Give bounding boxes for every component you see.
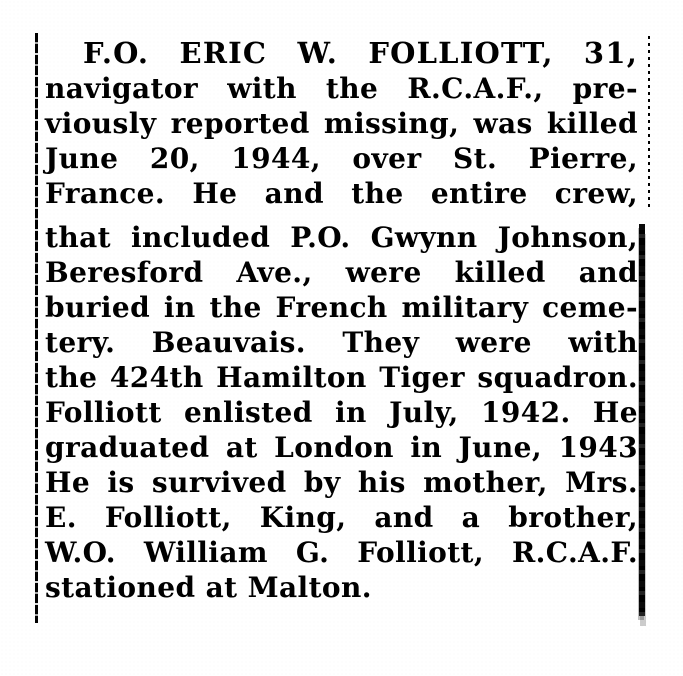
- article-line: France. He and the entire crew,: [45, 177, 638, 210]
- left-column-rule: [35, 33, 38, 623]
- article-line: navigator with the R.C.A.F., pre-: [45, 72, 638, 105]
- article-line: E. Folliott, King, and a brother,: [45, 501, 638, 534]
- obituary-article: [45, 36, 638, 605]
- article-line: buried in the French military ceme-: [45, 291, 638, 324]
- article-line: stationed at Malton.: [45, 571, 372, 604]
- article-line: W.O. William G. Folliott, R.C.A.F.: [45, 536, 638, 569]
- article-line: tery. Beauvais. They were with: [45, 326, 638, 359]
- right-column-rule-top: [648, 36, 650, 208]
- article-line: Beresford Ave., were killed and: [45, 256, 638, 289]
- right-column-rule-bottom: [639, 224, 645, 616]
- article-line: He is survived by his mother, Mrs.: [45, 466, 638, 499]
- article-line: the 424th Hamilton Tiger squadron.: [45, 361, 638, 394]
- article-line: that included P.O. Gwynn Johnson,: [45, 221, 638, 254]
- article-line: Folliott enlisted in July, 1942. He: [45, 396, 638, 429]
- article-line: graduated at London in June, 1943: [45, 431, 638, 464]
- article-line: June 20, 1944, over St. Pierre,: [45, 142, 638, 175]
- article-line: viously reported missing, was killed: [45, 107, 638, 140]
- article-heading-line: F.O. ERIC W. FOLLIOTT, 31,: [83, 36, 638, 70]
